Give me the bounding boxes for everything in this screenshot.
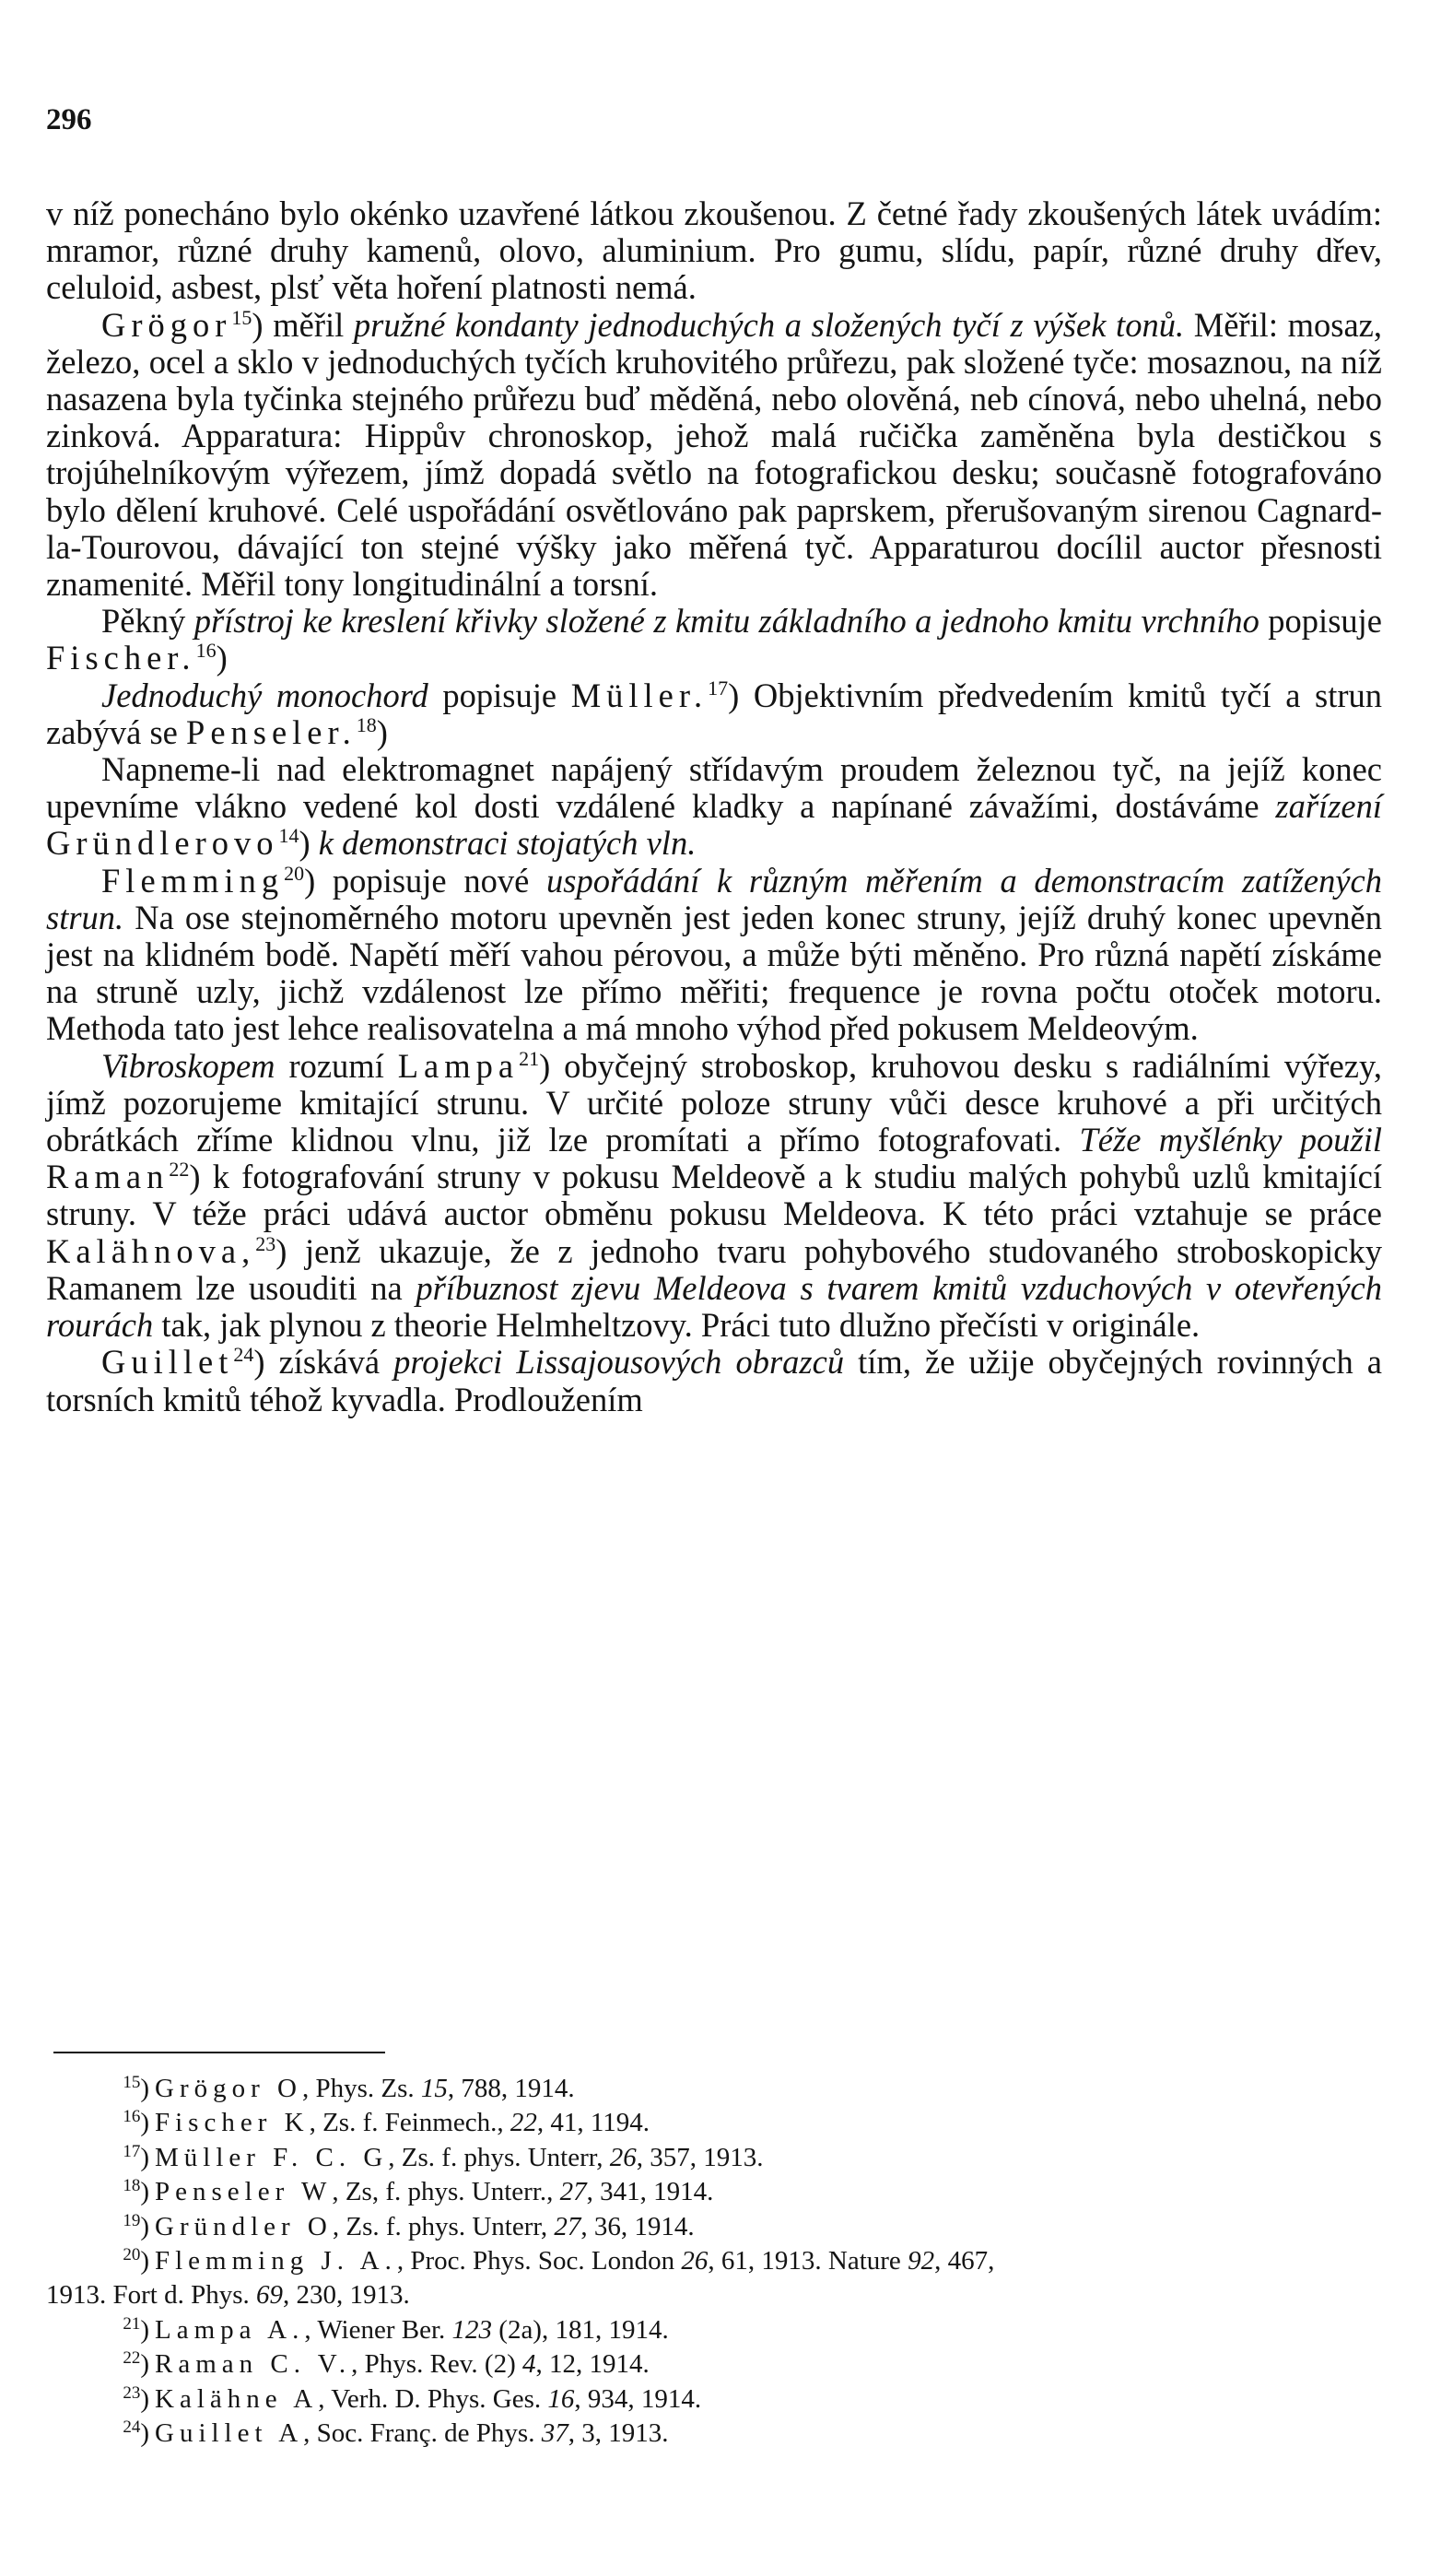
author-name: Müller. [570, 676, 709, 714]
footnote-details: , 3, 1913. [568, 2418, 669, 2449]
author-name: Raman [46, 1158, 170, 1196]
author-name: Grögor [101, 305, 232, 344]
footnote-ref: 17 [708, 676, 729, 700]
paragraph [46, 603, 1382, 676]
footnote-number: $^{20}$) [123, 2245, 149, 2276]
footnote [46, 2141, 1391, 2175]
paragraph [46, 863, 1382, 1048]
text-run: ) popisuje nové [304, 861, 546, 900]
text-run: ) měřil [252, 305, 354, 344]
paragraph [46, 1344, 1382, 1417]
footnote-ref: 16 [195, 639, 217, 663]
footnote-details: 1913. Fort d. Phys. [46, 2280, 257, 2311]
body-text [46, 195, 1382, 1418]
footnote-ref: 15 [231, 305, 252, 329]
text-run: tím, že užije obyčejných rovinných a torsních kmitů téhož kyvadla. Prodloužením [46, 1343, 1382, 1418]
author-name: Kalähnova, [46, 1231, 256, 1270]
footnote-number: $^{17}$) [123, 2141, 149, 2172]
footnote-details: , 788, 1914. [447, 2074, 575, 2103]
paragraph [46, 677, 1382, 751]
footnote-details: , 467, [934, 2246, 995, 2276]
footnote-author: Guillet A [155, 2418, 304, 2449]
footnote [46, 2347, 1391, 2382]
text-run: v níž ponecháno bylo okénko uzavřené látkou zkoušenou. Z četné řady zkoušených látek uvádím: mramor, různé druhy kamenů, olovo, aluminium. Pro gumu, slídu, papír, různé druhy dřev, celuloid, asbest, plsť věta hoření platnosti nemá. [46, 194, 1382, 307]
footnote-volume: 4 [521, 2349, 536, 2380]
footnote-ref: 14 [278, 824, 299, 848]
text-run: Na ose stejnoměrného motoru upevněn jest jeden konec struny, jejíž druhý konec upevněn jest na klidném bodě. Napětí měří vahou pérovou, a může býti měněno. Pro různá napětí získáme na struně uzly, jichž vzdálenost lze přímo měřiti; frequence je rovna počtu otoček motoru. Methoda tato jest lehce realisovatelna a má mnoho výhod před pokusem Meldeovým. [46, 898, 1382, 1048]
footnote-volume: 92 [908, 2246, 935, 2276]
text-run: ) jenž ukazuje, že z jednoho tvaru pohybového studovaného stroboskopicky Ramanem lze usouditi na [46, 1231, 1382, 1307]
footnote-number: $^{15}$) [123, 2073, 149, 2103]
footnote-continuation [46, 2278, 1391, 2312]
footnote-volume: 26 [681, 2246, 709, 2276]
footnote-number: $^{23}$) [123, 2382, 149, 2414]
text-run: pružné kondanty jednoduchých a složených tyčí z výšek tonů. [353, 305, 1185, 344]
footnote-author: Müller F. C. G [155, 2142, 389, 2172]
text-run: rozumí [275, 1046, 398, 1085]
footnote-volume: 37 [541, 2418, 568, 2449]
author-name: Guillet [101, 1343, 234, 1382]
text-run: Vibroskopem [101, 1046, 275, 1085]
text-run: ) získává [253, 1343, 394, 1382]
footnote-details: , 934, 1914. [574, 2383, 702, 2414]
footnote-volume: 15 [420, 2074, 448, 2103]
footnote-ref: 22 [169, 1158, 190, 1182]
footnote-ref: 23 [255, 1231, 276, 1255]
footnote-author: Fischer K [155, 2108, 310, 2138]
text-run: ) obyčejný stroboskop, kruhovou desku s radiálními výřezy, jímž pozorujeme kmitající strunu. V určité poloze struny vůči desce kruhové a při určitých obrátkách zříme klidnou vlnu, již lze promítati a přímo fotografovati. [46, 1046, 1382, 1159]
footnote-source: , Zs. f. phys. Unterr, [388, 2142, 610, 2172]
paragraph [46, 307, 1382, 604]
footnote-number: $^{19}$) [123, 2210, 149, 2241]
footnote-details: , 230, 1913. [283, 2280, 410, 2311]
footnote-source: , Phys. Zs. [301, 2074, 421, 2103]
text-run: Jednoduchý monochord [101, 676, 428, 714]
footnote-author: Penseler W [155, 2177, 333, 2207]
text-run: k demonstraci stojatých vln. [318, 824, 697, 863]
footnote-author: Flemming J. A. [155, 2246, 397, 2276]
footnote-volume: 16 [547, 2383, 575, 2414]
text-run: příbuznost zjevu Meldeova s tvarem kmitů vzduchových v otevřených rourách [46, 1268, 1382, 1345]
text-run: tak, jak plynou z theorie Helmheltzovy. Práci tuto dlužno přečísti v originále. [153, 1306, 1201, 1345]
footnote-source: , Zs. f. Feinmech., [309, 2108, 510, 2138]
text-run: ) [216, 639, 228, 677]
footnote-author: Gründler O [155, 2211, 333, 2241]
footnote-number: $^{22}$) [123, 2348, 149, 2380]
footnote-details: , 36, 1914. [580, 2211, 695, 2241]
author-name: Fischer. [46, 639, 196, 677]
footnote [46, 2175, 1391, 2209]
text-run: Pěkný [101, 602, 194, 641]
text-run: Napneme-li nad elektromagnet napájený střídavým proudem železnou tyč, na jejíž konec upevníme vlákno vedené kol dosti vzdálené kladky a napínané závažími, dostáváme [46, 750, 1382, 826]
footnote-divider [53, 2052, 385, 2053]
footnote-number: $^{16}$) [123, 2107, 149, 2138]
footnote-details: , 41, 1194. [536, 2108, 650, 2138]
footnote-source: , Wiener Ber. [304, 2314, 452, 2345]
footnote-author: Lampa A. [155, 2314, 305, 2345]
text-run: přístroj ke kreslení křivky složené z kmitu základního a jednoho kmitu vrchního [193, 602, 1259, 641]
footnote [46, 2210, 1391, 2244]
text-run: Téže myšlénky použil [1079, 1121, 1382, 1159]
text-run: projekci Lissajousových obrazců [393, 1343, 845, 1382]
text-run: ) k fotografování struny v pokusu Meldeově a k studiu malých pohybů uzlů kmitající struny. V téže práci udává auctor obměnu pokusu Meldeova. K této práci vztahuje se práce [46, 1158, 1382, 1233]
author-name: Lampa [397, 1046, 520, 1085]
footnote-source: , Verh. D. Phys. Ges. [318, 2383, 548, 2414]
author-name: Gründlerovo [46, 824, 279, 863]
footnote-source: , Zs, f. phys. Unterr., [332, 2177, 560, 2207]
text-run: ) Objektivním předvedením kmitů tyčí a strun zabývá se [46, 676, 1383, 751]
footnote-volume: 27 [554, 2211, 581, 2241]
footnote [46, 2313, 1391, 2347]
footnote-source: , Phys. Rev. (2) [351, 2349, 522, 2380]
footnote-source: , Zs. f. phys. Unterr, [332, 2211, 555, 2241]
footnote-author: Kalähne A [155, 2383, 319, 2414]
footnote [46, 2072, 1391, 2106]
text-run: popisuje [1259, 602, 1382, 641]
footnote-details: , 357, 1913. [636, 2142, 764, 2172]
author-name: Flemming [101, 861, 285, 900]
footnote-number: $^{18}$) [123, 2176, 149, 2207]
footnote-ref: 24 [233, 1343, 254, 1367]
text-run: ) [299, 824, 319, 863]
text-run: uspořádání k různým měřením a demonstracím zatížených strun. [46, 861, 1382, 936]
footnote [46, 2382, 1391, 2417]
footnote-details: , 61, 1913. Nature [708, 2246, 908, 2276]
footnote-ref: 20 [284, 861, 305, 885]
footnote-volume: 26 [609, 2142, 637, 2172]
footnotes [46, 2072, 1391, 2451]
paragraph [46, 751, 1382, 863]
footnote-details: (2a), 181, 1914. [492, 2314, 669, 2345]
footnote-author: Grögor O [155, 2074, 302, 2103]
footnote-ref: 18 [356, 712, 377, 736]
footnote [46, 2417, 1391, 2451]
footnote-author: Raman C. V. [155, 2349, 352, 2380]
footnote [46, 2106, 1391, 2140]
page-number: 296 [46, 103, 92, 136]
footnote-details: , 12, 1914. [535, 2349, 650, 2380]
footnote-volume: 27 [559, 2177, 587, 2207]
paragraph [46, 195, 1382, 307]
footnote-source: , Soc. Franç. de Phys. [303, 2418, 542, 2449]
footnote-number: $^{21}$) [123, 2313, 149, 2345]
text-run: zařízení [1275, 787, 1382, 826]
footnote-volume: 123 [451, 2314, 493, 2345]
text-run: Měřil: mosaz, železo, ocel a sklo v jednoduchých tyčích kruhovitého průřezu, pak složené tyče: mosaznou, na níž nasazena byla tyčinka stejného průřezu buď měděná, nebo olověná, neb cínová, nebo uhelná, nebo zinková. Apparatura: Hippův chronoskop, jehož malá ručička zaměněna byla destičkou s trojúhelníkovým výřezem, jímž dopadá světlo na fotografickou desku; současně fotografováno bylo dělení kruhové. Celé uspořádání osvětlováno pak paprskem, přerušovaným sirenou Cagnard-la-Tourovou, dávající ton stejné výšky jako měřená tyč. Apparaturou docílil auctor přesnosti znamenité. Měřil tony longitudinální a torsní. [46, 305, 1382, 604]
footnote-volume: 22 [510, 2108, 537, 2138]
footnote-ref: 21 [519, 1046, 540, 1070]
footnote [46, 2244, 1391, 2278]
footnote-volume: 69 [256, 2280, 284, 2311]
paragraph [46, 1048, 1382, 1345]
author-name: Penseler. [186, 712, 357, 751]
text-run: ) [376, 712, 388, 751]
footnote-source: , Proc. Phys. Soc. London [396, 2246, 682, 2276]
footnote-number: $^{24}$) [123, 2417, 149, 2449]
text-run: popisuje [428, 676, 571, 714]
footnote-details: , 341, 1914. [586, 2177, 714, 2207]
